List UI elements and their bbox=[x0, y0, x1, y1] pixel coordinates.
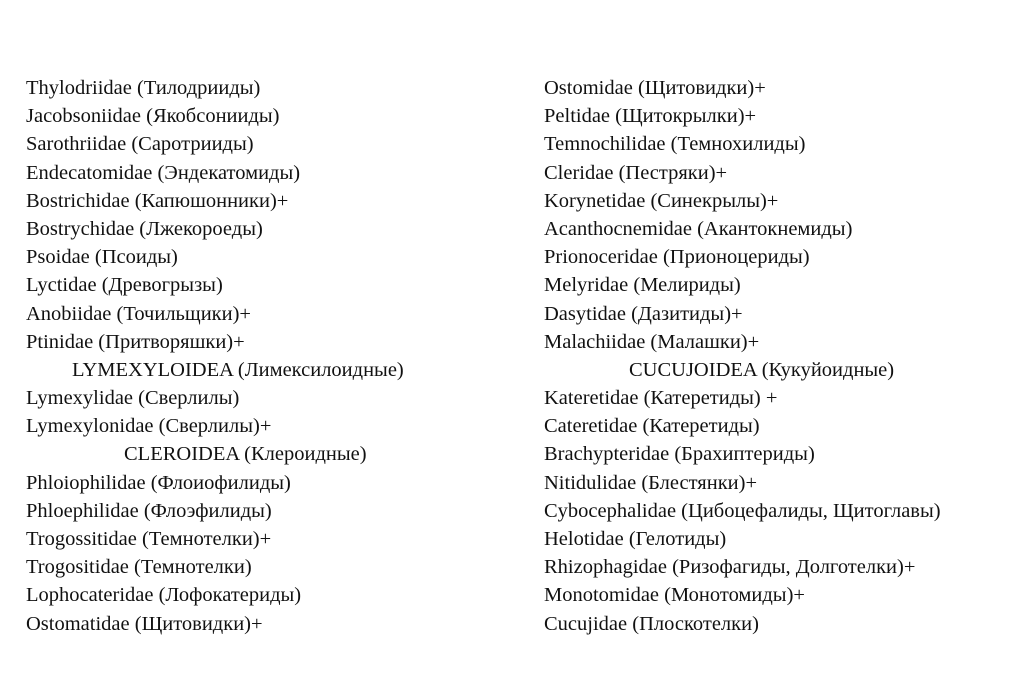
left-column bbox=[26, 74, 516, 638]
family-line: Dasytidae (Дазитиды)+ bbox=[544, 302, 743, 325]
family-line: Bostrichidae (Капюшонники)+ bbox=[26, 189, 289, 212]
family-line: Prionoceridae (Прионоцериды) bbox=[544, 246, 810, 269]
family-line: Jacobsoniidae (Якобсонииды) bbox=[26, 105, 280, 128]
family-line: Monotomidae (Монотомиды)+ bbox=[544, 584, 805, 607]
family-line: Lyctidae (Древогрызы) bbox=[26, 274, 223, 297]
family-line: Malachiidae (Малашки)+ bbox=[544, 330, 760, 353]
family-line: Sarothriidae (Саротрииды) bbox=[26, 133, 254, 156]
family-line: Kateretidae (Катеретиды) + bbox=[544, 387, 778, 410]
family-line: Peltidae (Щитокрылки)+ bbox=[544, 105, 757, 128]
family-line: Thylodriidae (Тилодрииды) bbox=[26, 77, 261, 99]
family-line: Korynetidae (Синекрылы)+ bbox=[544, 189, 779, 212]
family-line: Trogositidae (Темнотелки) bbox=[26, 556, 252, 579]
family-line: Lophocateridae (Лофокатериды) bbox=[26, 584, 302, 607]
family-line: Melyridae (Мелириды) bbox=[544, 274, 741, 297]
family-line: Endecatomidae (Эндекатомиды) bbox=[26, 161, 301, 184]
family-line: Psoidae (Псоиды) bbox=[26, 246, 178, 269]
family-line: Lymexylidae (Сверлилы) bbox=[26, 387, 240, 410]
family-line: Ostomidae (Щитовидки)+ bbox=[544, 77, 766, 99]
superfamily-heading: CUCUJOIDEA (Кукуйоидные) bbox=[629, 358, 895, 381]
family-line: Temnochilidae (Темнохилиды) bbox=[544, 133, 806, 156]
family-line: Brachypteridae (Брахиптериды) bbox=[544, 443, 815, 466]
family-line: Acanthocnemidae (Акантокнемиды) bbox=[544, 217, 853, 240]
family-line: Nitidulidae (Блестянки)+ bbox=[544, 471, 758, 494]
family-line: Rhizophagidae (Ризофагиды, Долготелки)+ bbox=[544, 556, 916, 579]
family-line: Phloephilidae (Флоэфилиды) bbox=[26, 499, 272, 522]
family-line: Helotidae (Гелотиды) bbox=[544, 528, 727, 550]
family-line: Ptinidae (Притворяшки)+ bbox=[26, 330, 245, 353]
family-line: Cybocephalidae (Цибоцефалиды, Щитоглавы) bbox=[544, 499, 941, 522]
family-line: Bostrychidae (Лжекороеды) bbox=[26, 217, 263, 240]
family-line: Phloiophilidae (Флоиофилиды) bbox=[26, 471, 291, 494]
family-line: Lymexylonidae (Сверлилы)+ bbox=[26, 415, 272, 438]
family-line: Ostomatidae (Щитовидки)+ bbox=[26, 612, 263, 635]
family-line: Trogossitidae (Темнотелки)+ bbox=[26, 528, 272, 550]
family-line: Anobiidae (Точильщики)+ bbox=[26, 302, 251, 325]
right-column bbox=[544, 74, 1029, 638]
family-line: Cucujidae (Плоскотелки) bbox=[544, 612, 759, 635]
superfamily-heading: CLEROIDEA (Клероидные) bbox=[124, 443, 367, 466]
family-line: Cleridae (Пестряки)+ bbox=[544, 161, 728, 184]
superfamily-heading: LYMEXYLOIDEA (Лимексилоидные) bbox=[72, 358, 404, 381]
family-line: Cateretidae (Катеретиды) bbox=[544, 415, 760, 438]
